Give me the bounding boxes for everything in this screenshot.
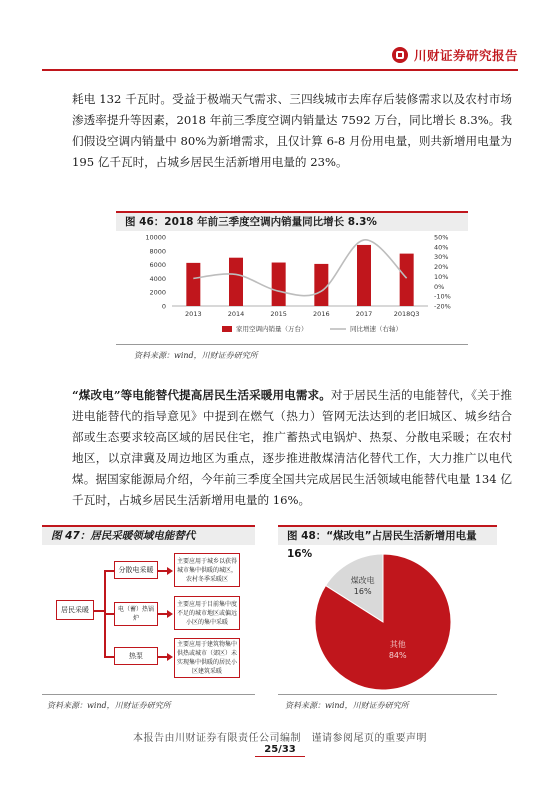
footer-disclaimer: 本报告由川财证券有限责任公司编制 谨请参阅尾页的重要声明	[133, 733, 427, 744]
y2-tick-label: 40%	[434, 243, 449, 252]
report-brand	[392, 46, 518, 64]
y2-tick-label: 0%	[434, 282, 445, 291]
diagram-desc-electric-boiler: 主要应用于目前集中度不足的城市地区或偏远小区的集中采暖	[174, 596, 240, 630]
figure-48-rule	[278, 694, 497, 695]
legend-label-line: 同比增速（右轴）	[350, 325, 402, 333]
y2-tick-label: 30%	[434, 253, 449, 262]
x-tick-label: 2015	[270, 310, 287, 318]
paragraph-ac-sales: 耗电 132 千瓦时。受益于极端天气需求、三四线城市去库存后装修需求以及农村市场渗透率提升等因素，2018 年前三季度空调内销量达 7592 万台，同比增长 8.3%。我们假设空调内销量中 80%为新增需求，且仅计算 6-8 月份用电量，则共新增用电量为 195 亿千瓦时，占城乡居民生活新增用电量的 23%。	[72, 92, 512, 169]
paragraph-lead: “煤改电”等电能替代提高居民生活采暖用电需求。	[72, 388, 331, 402]
bar	[400, 254, 414, 306]
chart-pie-coal-to-electric	[278, 546, 497, 696]
y2-tick-label: 10%	[434, 272, 449, 281]
arrow-right-icon	[167, 567, 173, 575]
y2-tick-label: -20%	[434, 302, 451, 311]
y-tick-label: 6000	[149, 261, 166, 270]
x-tick-label: 2014	[227, 310, 245, 318]
bar	[314, 264, 328, 306]
pie-slice-value: 84%	[388, 650, 407, 660]
diagram-node-heat-pump: 热泵	[114, 647, 158, 665]
diagram-desc-heat-pump: 主要应用于建筑物集中供热或城市（郊区）未实现集中供暖的居民小区建筑采暖	[174, 638, 240, 678]
figure-47-source: 资料来源：wind，川财证券研究所	[47, 701, 171, 710]
header-divider	[42, 69, 518, 71]
pie-slice-label: 煤改电	[350, 576, 375, 586]
x-tick-label: 2018Q3	[393, 310, 420, 318]
figure-48-title: 图 48：“煤改电”占居民生活新增用电量 16%	[278, 525, 497, 545]
chart-ac-sales	[116, 232, 468, 338]
connector	[104, 570, 114, 572]
y-tick-label: 8000	[149, 247, 166, 256]
diagram-node-distributed-heating: 分散电采暖	[114, 561, 158, 579]
brand-text: 川财证券研究报告	[413, 48, 518, 63]
figure-46-source: 资料来源：wind，川财证券研究所	[134, 351, 258, 360]
page-number: 25/33	[264, 744, 296, 755]
y2-tick-label: 50%	[434, 233, 449, 242]
legend-label-bar: 家用空调内销量（万台）	[236, 325, 308, 333]
arrow-right-icon	[167, 610, 173, 618]
figure-46-rule	[116, 344, 468, 345]
y-tick-label: 4000	[149, 274, 166, 283]
arrow-right-icon	[167, 653, 173, 661]
y-tick-label: 0	[161, 302, 166, 311]
legend-swatch-bar	[222, 326, 232, 332]
y2-tick-label: 20%	[434, 263, 449, 272]
y2-tick-label: -10%	[434, 292, 451, 301]
bar	[186, 263, 200, 306]
figure-47-title: 图 47：居民采暖领域电能替代	[42, 525, 255, 545]
connector	[104, 613, 114, 615]
company-logo-icon	[392, 47, 408, 63]
diagram-desc-distributed-heating: 主要应用于城乡以获得城市集中供暖的城区，农村冬季采暖区	[174, 553, 240, 587]
y-tick-label: 10000	[145, 233, 166, 242]
bar	[229, 258, 243, 306]
connector	[104, 656, 114, 658]
connector	[94, 610, 104, 612]
figure-47-rule	[42, 694, 255, 695]
diagram-root-node: 居民采暖	[56, 600, 94, 620]
paragraph-coal-to-electric	[72, 385, 512, 511]
figure-48-source: 资料来源：wind，川财证券研究所	[285, 701, 409, 710]
diagram-node-electric-boiler: 电（蓄）热锅炉	[114, 602, 158, 626]
x-tick-label: 2016	[313, 310, 330, 318]
paragraph-body: 对于居民生活的电能替代，《关于推进电能替代的指导意见》中提到在燃气（热力）管网无法达到的老旧城区、城乡结合部或生态要求较高区域的居民住宅，推广蓄热式电锅炉、热泵、分散电采暖；在农村地区，以京津冀及周边地区为重点，逐步推进散煤清洁化替代工作，大力推广以电代煤。据国家能源局介绍，今年前三季度全国共完成居民生活领域电能替代电量 134 亿千瓦时，占城乡居民生活新增用电量的 16%。	[72, 388, 512, 507]
page-number-underline	[255, 756, 305, 757]
pie-slice-label: 其他	[389, 639, 406, 649]
pie-slice-value: 16%	[353, 587, 372, 597]
y-tick-label: 2000	[149, 288, 166, 297]
x-tick-label: 2013	[185, 310, 202, 318]
bar	[357, 245, 371, 306]
x-tick-label: 2017	[355, 310, 373, 318]
series-line-growth	[193, 240, 406, 296]
bar	[272, 263, 286, 306]
figure-46-title: 图 46：2018 年前三季度空调内销量同比增长 8.3%	[116, 211, 468, 231]
